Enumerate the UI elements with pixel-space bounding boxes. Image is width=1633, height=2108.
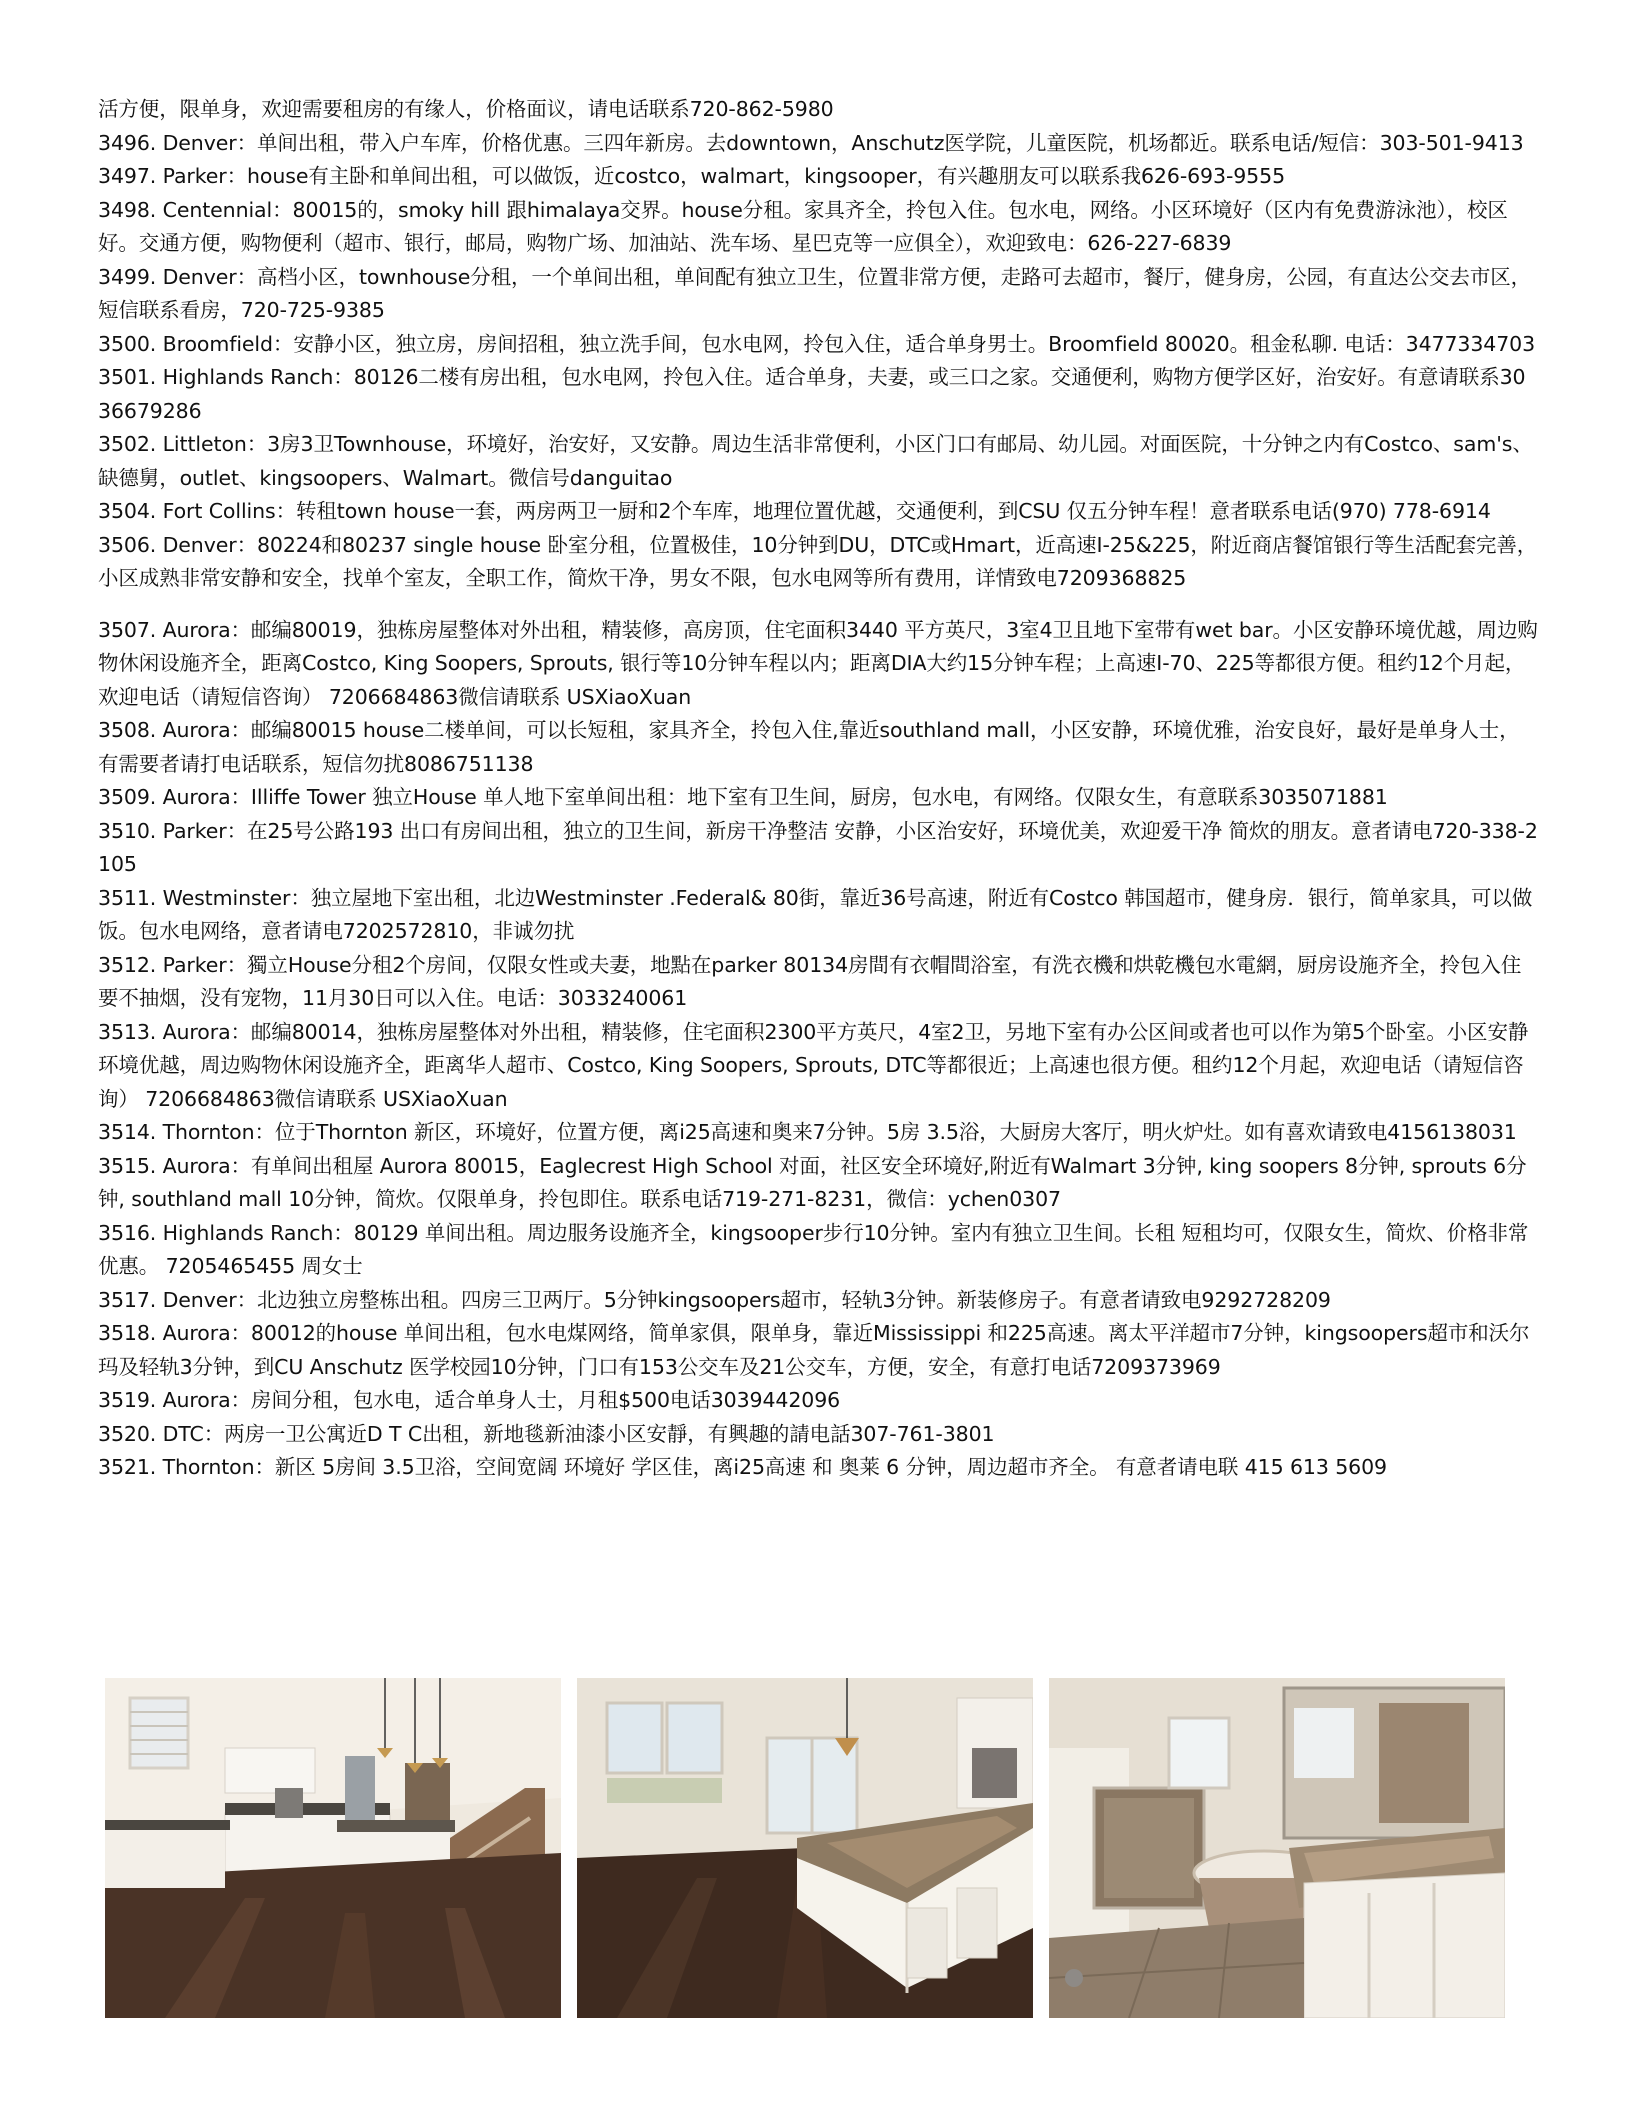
listing-entry: 3508. Aurora：邮编80015 house二楼单间，可以长短租，家具齐全，拎包入住,靠近southland mall，小区安静，环境优雅，治安良好，最好是单身人士，有需要者请打电话联系，短信勿扰8086751138 [98, 718, 1520, 776]
listing-entry: 3502. Littleton：3房3卫Townhouse，环境好，治安好，又安静。周边生活非常便利，小区门口有邮局、幼儿园。对面医院，十分钟之内有Costco、sam's、缺德舅，outlet、kingsoopers、Walmart。微信号danguitao [98, 432, 1533, 490]
kitchen-photo [105, 1678, 561, 2018]
listing-entry: 3518. Aurora：80012的house 单间出租，包水电煤网络，简单家俱，限单身，靠近Mississippi 和225高速。离太平洋超市7分钟，kingsoopers超市和沃尔玛及轻轨3分钟，到CU Anschutz 医学校园10分钟，门口有153公交车及21公交车，方便，安全，有意打电话7209373969 [98, 1321, 1530, 1379]
listing-entry: 3520. DTC：两房一卫公寓近D T C出租，新地毯新油漆小区安靜，有興趣的請电話307-761-3801 [98, 1421, 995, 1446]
listing-entry: 3516. Highlands Ranch：80129 单间出租。周边服务设施齐全，kingsooper步行10分钟。室内有独立卫生间。长租 短租均可，仅限女生，简炊、价格非常优惠。 7205465455 周女士 [98, 1220, 1529, 1278]
listing-entry: 3514. Thornton：位于Thornton 新区，环境好，位置方便，离i25高速和奥来7分钟。5房 3.5浴，大厨房大客厅，明火炉灶。如有喜欢请致电4156138031 [98, 1120, 1517, 1144]
house-photos [105, 1678, 1525, 2018]
listing-entry: 3510. Parker：在25号公路193 出口有房间出租，独立的卫生间，新房干净整洁 安静，小区治安好，环境优美，欢迎爱干净 简炊的朋友。意者请电720-338-2105 [98, 818, 1538, 876]
listing-entry: 3496. Denver：单间出租，带入户车库，价格优惠。三四年新房。去downtown，Anschutz医学院，儿童医院，机场都近。联系电话/短信：303-501-9413 [98, 130, 1524, 155]
listing-entry: 3501. Highlands Ranch：80126二楼有房出租，包水电网，拎包入住。适合单身，夫妻，或三口之家。交通便利，购物方便学区好，治安好。有意请联系3036679286 [98, 365, 1526, 423]
living-room-photo [577, 1678, 1033, 2018]
listing-entry: 3509. Aurora：Illiffe Tower 独立House 单人地下室单间出租：地下室有卫生间，厨房，包水电，有网络。仅限女生，有意联系3035071881 [98, 785, 1388, 809]
listing-entry: 3499. Denver：高档小区，townhouse分租，一个单间出租，单间配有独立卫生，位置非常方便，走路可去超市，餐厅，健身房，公园，有直达公交去市区，短信联系看房，720-725-9385 [98, 264, 1532, 322]
listing-entry: 3511. Westminster：独立屋地下室出租，北边Westminster .Federal& 80街，靠近36号高速，附近有Costco 韩国超市，健身房．银行，简单家具，可以做饭。包水电网络，意者请电7202572810，非诚勿扰 [98, 885, 1533, 943]
listings-text [98, 93, 1538, 1485]
listing-entry: 3517. Denver：北边独立房整栋出租。四房三卫两厅。5分钟kingsoopers超市，轻轨3分钟。新装修房子。有意者请致电9292728209 [98, 1287, 1331, 1312]
listing-entry: 3507. Aurora：邮编80019，独栋房屋整体对外出租，精装修，高房顶，住宅面积3440 平方英尺，3室4卫且地下室带有wet bar。小区安静环境优越，周边购物休闲设施齐全，距离Costco, King Soopers, Sprouts, 银行等10分钟车程以内；距离DIA大约15分钟车程；上高速I-70、225等都很方便。租约12个月起，欢迎电话（请短信咨询） 7206684863微信请联系 USXiaoXuan [98, 617, 1538, 709]
listing-entry: 活方便，限单身，欢迎需要租房的有缘人，价格面议，请电话联系720-862-5980 [98, 97, 834, 121]
listing-entry: 3515. Aurora：有单间出租屋 Aurora 80015，Eaglecrest High School 对面，社区安全环境好,附近有Walmart 3分钟, king soopers 8分钟, sprouts 6分钟, southland mall 10分钟，简炊。仅限单身，拎包即住。联系电话719-271-8231，微信：ychen0307 [98, 1153, 1527, 1211]
listing-entry: 3500. Broomfield：安静小区，独立房，房间招租，独立洗手间，包水电网，拎包入住，适合单身男士。Broomfield 80020。租金私聊. 电话：3477334703 [98, 331, 1536, 356]
listing-entry: 3521. Thornton：新区 5房间 3.5卫浴，空间宽阔 环境好 学区佳，离i25高速 和 奥莱 6 分钟，周边超市齐全。 有意者请电联 415 613 5609 [98, 1455, 1387, 1479]
listing-entry: 3497. Parker：house有主卧和单间出租，可以做饭，近costco，walmart，kingsooper，有兴趣朋友可以联系我626-693-9555 [98, 164, 1286, 188]
listing-entry: 3512. Parker：獨立House分租2个房间，仅限女性或夫妻，地點在parker 80134房間有衣帽間浴室，有洗衣機和烘乾機包水電網，厨房设施齐全，拎包入住要不抽烟，没有宠物，11月30日可以入住。电话：3033240061 [98, 952, 1522, 1010]
bathroom-photo [1049, 1678, 1505, 2018]
listing-entry: 3506. Denver：80224和80237 single house 卧室分租，位置极佳，10分钟到DU，DTC或Hmart，近高速I-25&225，附近商店餐馆银行等生活配套完善，小区成熟非常安静和安全，找单个室友，全职工作，简炊干净，男女不限，包水电网等所有费用，详情致电7209368825 [98, 532, 1538, 590]
listing-entry: 3504. Fort Collins：转租town house一套，两房两卫一厨和2个车库，地理位置优越，交通便利，到CSU 仅五分钟车程！意者联系电话(970) 778-6914 [98, 499, 1491, 523]
listing-entry: 3498. Centennial：80015的，smoky hill 跟himalaya交界。house分租。家具齐全，拎包入住。包水电，网络。小区环境好（区内有免费游泳池），校区好。交通方便，购物便利（超市、银行，邮局，购物广场、加油站、洗车场、星巴克等一应俱全），欢迎致电：626-227-6839 [98, 197, 1508, 255]
listing-entry: 3519. Aurora：房间分租，包水电，适合单身人士，月租$500电话3039442096 [98, 1388, 841, 1412]
listing-entry: 3513. Aurora：邮编80014，独栋房屋整体对外出租，精装修，住宅面积2300平方英尺，4室2卫，另地下室有办公区间或者也可以作为第5个卧室。小区安静环境优越，周边购物休闲设施齐全，距离华人超市、Costco, King Soopers, Sprouts, DTC等都很近；上高速也很方便。租约12个月起，欢迎电话（请短信咨询） 7206684863微信请联系 USXiaoXuan [98, 1019, 1529, 1111]
